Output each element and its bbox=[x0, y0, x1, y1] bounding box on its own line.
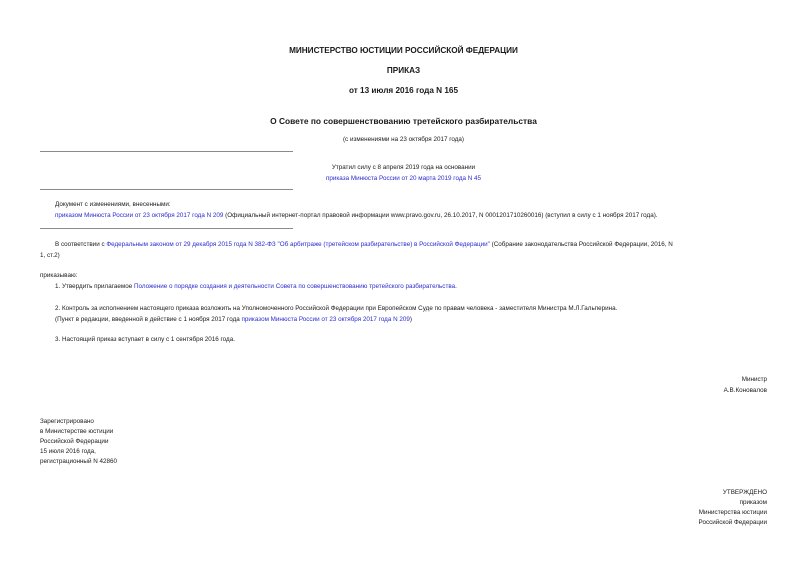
order-word: приказываю: bbox=[40, 272, 78, 279]
document-title: О Совете по совершенствованию третейского разбирательства bbox=[270, 116, 537, 126]
registration-line-2: в Министерстве юстиции bbox=[40, 428, 114, 435]
item-1 bbox=[55, 283, 457, 291]
regulation-link[interactable]: Положение о порядке создания и деятельности Совета по совершенствованию третейского разбирательства bbox=[133, 283, 456, 290]
signature-title: Министр bbox=[741, 376, 767, 383]
approved-heading: УТВЕРЖДЕНО bbox=[722, 489, 767, 496]
registration-line-4: 15 июля 2016 года, bbox=[40, 448, 96, 455]
repeal-note: Утратил силу с 8 апреля 2019 года на основании bbox=[331, 164, 476, 171]
approved-line-3: Министерства юстиции bbox=[698, 509, 767, 516]
item-2-amending-order-link[interactable]: приказом Минюста России от 23 октября 2017 года N 209 bbox=[241, 316, 410, 323]
signature-name: А.В.Коновалов bbox=[723, 387, 767, 394]
changes-intro: Документ с изменениями, внесенными: bbox=[55, 201, 171, 208]
date-number-heading: от 13 июля 2016 года N 165 bbox=[348, 86, 459, 95]
amending-order-link[interactable]: приказом Минюста России от 23 октября 2017 года N 209 bbox=[55, 212, 224, 219]
item-3: 3. Настоящий приказ вступает в силу с 1 сентября 2016 года. bbox=[55, 336, 235, 343]
registration-line-1: Зарегистрировано bbox=[40, 418, 94, 425]
item-1-suffix: . bbox=[455, 283, 457, 290]
item-2: 2. Контроль за исполнением настоящего приказа возложить на Уполномоченного Российской Федерации при Европейском Суде по правам человека - заместителя Министра М.Л.Гальперина. bbox=[55, 305, 618, 312]
item-2-note-prefix: (Пункт в редакции, введенной в действие с 1 ноября 2017 года bbox=[55, 316, 242, 323]
divider-line bbox=[40, 189, 293, 190]
preamble-line-2: 1, ст.2) bbox=[40, 252, 60, 259]
item-2-note-suffix: ) bbox=[409, 316, 413, 323]
repeal-order-link[interactable]: приказа Минюста России от 20 марта 2019 года N 45 bbox=[325, 175, 482, 182]
divider-line bbox=[40, 151, 293, 152]
doc-type-heading: ПРИКАЗ bbox=[386, 66, 421, 75]
item-2-note bbox=[55, 316, 412, 324]
approved-line-4: Российской Федерации bbox=[698, 519, 767, 526]
revision-note: (с изменениями на 23 октября 2017 года) bbox=[342, 136, 465, 143]
preamble-prefix: В соответствии с bbox=[55, 241, 107, 248]
preamble-line bbox=[55, 241, 673, 249]
registration-number: регистрационный N 42860 bbox=[40, 458, 118, 465]
item-1-prefix: 1. Утвердить прилагаемое bbox=[55, 283, 134, 290]
preamble-suffix: (Собрание законодательства Российской Федерации, 2016, N bbox=[489, 241, 673, 248]
federal-law-link[interactable]: Федеральным законом от 29 декабря 2015 года N 382-ФЗ "Об арбитраже (третейском разбирательстве) в Российской Федерации" bbox=[106, 241, 490, 248]
approved-line-2: приказом bbox=[739, 499, 767, 506]
changes-line bbox=[55, 212, 658, 220]
divider-line bbox=[40, 228, 293, 229]
registration-line-3: Российской Федерации bbox=[40, 438, 109, 445]
ministry-heading: МИНИСТЕРСТВО ЮСТИЦИИ РОССИЙСКОЙ ФЕДЕРАЦИИ bbox=[289, 46, 518, 55]
changes-tail: (Официальный интернет-портал правовой информации www.pravo.gov.ru, 26.10.2017, N 0001201710260016) (вступил в силу с 1 ноября 2017 года). bbox=[223, 212, 658, 219]
